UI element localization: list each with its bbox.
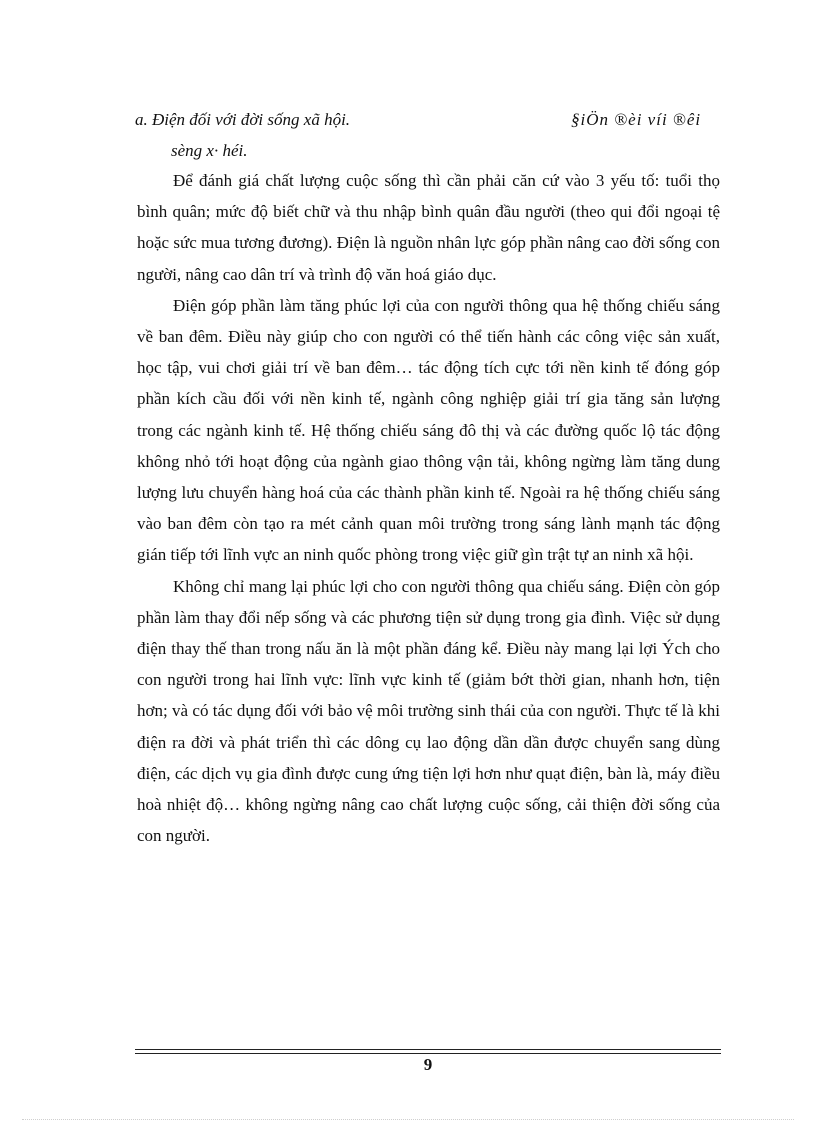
footer-rule-top bbox=[135, 1049, 721, 1050]
section-heading-title: a. Điện đối với đời sống xã hội. bbox=[135, 110, 351, 129]
paragraph-2: Điện góp phần làm tăng phúc lợi của con người thông qua hệ thống chiếu sáng về ban đêm. Điều này giúp cho con người có thể tiến hành các công việc sản xuất, học tập, vui chơi giải trí về ban đêm… tác động tích cực tới nền kinh tế đóng góp phần kích cầu đối với nền kinh tế, ngành công nghiệp giải trí gia tăng sản lượng trong các ngành kinh tế. Hệ thống chiếu sáng đô thị và các đường quốc lộ tác động không nhỏ tới hoạt động của ngành giao thông vận tải, không ngừng làm tăng dung lượng lưu chuyển hàng hoá của các thành phần kinh tế. Ngoài ra hệ thống chiếu sáng vào ban đêm còn tạo ra mét cảnh quan môi trường trong sáng lành mạnh tác động gián tiếp tới lĩnh vực an ninh quốc phòng trong việc giữ gìn trật tự an ninh xã hội. bbox=[137, 295, 720, 565]
page-number: 9 bbox=[423, 1055, 433, 1074]
body-text bbox=[137, 165, 720, 851]
paragraph-3: Không chỉ mang lại phúc lợi cho con người thông qua chiếu sáng. Điện còn góp phần làm thay đổi nếp sống và các phương tiện sử dụng trong gia đình. Việc sử dụng điện thay thế than trong nấu ăn là một phần đáng kể. Điều này mang lại lợi Ých cho con người trong hai lĩnh vực: lĩnh vực kinh tế (giảm bớt thời gian, nhanh hơn, tiện hơn; và có tác dụng đối với bảo vệ môi trường sinh thái của con người. Thực tế là khi điện ra đời và phát triển thì các dông cụ lao động dần dần được chuyển sang dùng điện, các dịch vụ gia đình được cung ứng tiện lợi hơn như quạt điện, bàn là, máy điều hoà nhiệt độ… không ngừng nâng cao chất lượng cuộc sống, cải thiện đời sống của con người. bbox=[137, 576, 720, 846]
paragraph-1: Để đánh giá chất lượng cuộc sống thì cần phải căn cứ vào 3 yếu tố: tuổi thọ bình quân; mức độ biết chữ và thu nhập bình quân đầu người (theo qui đổi ngoại tệ hoặc sức mua tương đương). Điện là nguồn nhân lực góp phần nâng cao đời sống con người, nâng cao dân trí và trình độ văn hoá giáo dục. bbox=[137, 171, 720, 284]
section-heading-garbled-continuation: sèng x· héi. bbox=[171, 141, 248, 160]
page-bottom-dotted-border bbox=[22, 1119, 794, 1120]
section-heading-garbled: §iÖn ®èi víi ®êi bbox=[571, 110, 702, 129]
footer-rule-bottom bbox=[135, 1053, 721, 1054]
